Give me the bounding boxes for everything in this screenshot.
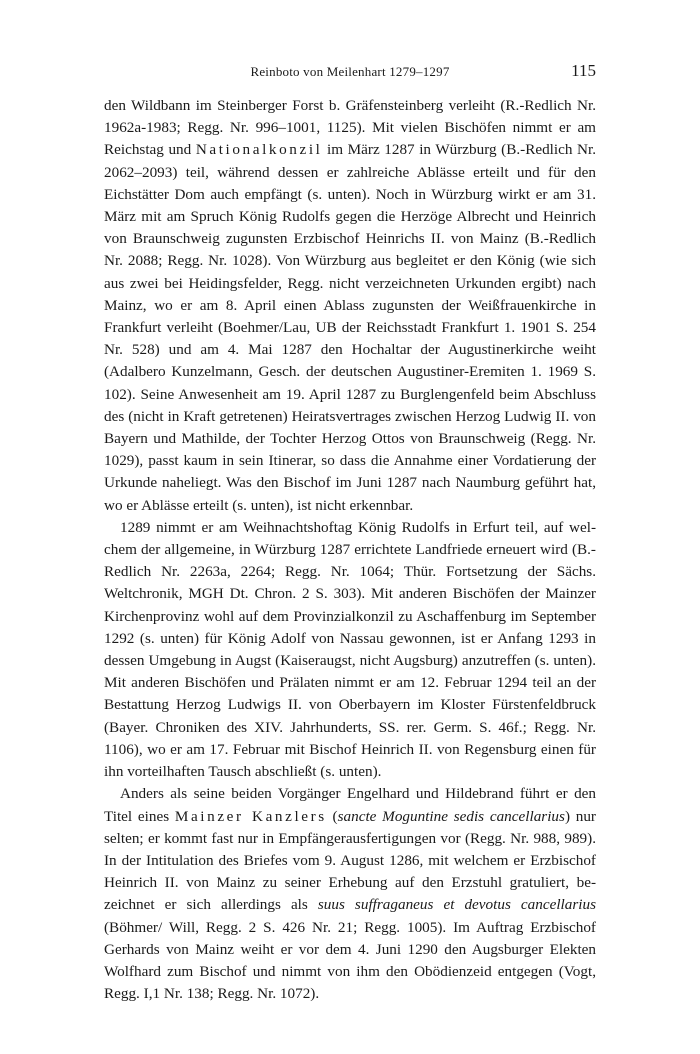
latin-self-designation: suus suffraganeus et devotus cancellarius [317, 896, 596, 914]
paragraph-1-text-b: im März 1287 in Würzburg (B.-Redlich Nr. 2062–2093) teil, während dessen er zahlreiche Ablässe erteilt und für den Eichstätter Dom auch empfängt (s. unten). Noch in Würzburg wirkt er am 31. März mit am Spruch König Rudolfs gegen die Herzöge Albrecht und Heinrich von Braunschweig zugunsten Erzbischof Heinrichs II. von Mainz (B.-Redlich Nr. 2088; Regg. Nr. 1028). Von Würzburg aus begleitet er den König (wie sich aus zwei bei Heidingsfelder, Regg. nicht verzeichneten Urkunden ergibt) nach Mainz, wo er am 8. April einen Ablass zugunsten der Weißfrauenkirche in Frankfurt verleiht (Boehmer/Lau, UB der Reichsstadt Frankfurt 1. 1901 S. 254 Nr. 528) und am 4. Mai 1287 den Hochaltar der Augustinerkirche weiht (Adalbero Kunzelmann, Gesch. der deutschen Augustiner-Eremiten 1. 1969 S. 102). Seine Anwesenheit am 19. April 1287 zu Burglengenfeld beim Abschluss des (nicht in Kraft getretenen) Heiratsvertrages zwischen Herzog Ludwig II. von Bayern und Mathilde, der Tochter Herzog Ottos von Braunschweig (Regg. Nr. 1029), passt kaum in sein Itinerar, so dass die Annahme einer Vordatierung der Urkunde naheliegt. Was den Bischof im Juni 1287 nach Naumburg geführt hat, wo er Ablässe erteilt (s. unten), ist nicht erkennbar. [104, 141, 597, 514]
paragraph-2: 1289 nimmt er am Weihnachtshoftag König Rudolfs in Erfurt teil, auf welchem der allgemeine, in Würzburg 1287 errichtete Landfriede erneuert wird (B.-Redlich Nr. 2263a, 2264; Regg. Nr. 1064; Thür. Fortsetzung der Sächs. Weltchronik, MGH Dt. Chron. 2 S. 303). Mit anderen Bischöfen der Mainzer Kirchenprovinz wohl auf dem Provinzialkonzil zu Aschaffenburg im September 1292 (s. unten) für König Adolf von Nassau gewonnen, ist er Anfang 1293 in dessen Umgebung in Augst (Kaiseraugst, nicht Augsburg) anzutreffen (s. unten). Mit anderen Bischöfen und Prälaten nimmt er am 12. Februar 1294 teil an der Bestattung Herzog Ludwigs II. von Oberbayern im Kloster Fürstenfeldbruck (Bayer. Chroniken des XIV. Jahrhunderts, SS. rer. Germ. S. 46f.; Regg. Nr. 1106), wo er am 17. Februar mit Bischof Heinrich II. von Regensburg einen für ihn vorteilhaften Tausch abschließt (s. unten). [104, 518, 596, 781]
page-header [104, 60, 596, 82]
paragraph-3 [104, 783, 596, 1005]
spaced-term-nationalkonzil: Nationalkonzil [195, 141, 323, 159]
body-text [104, 95, 596, 1005]
paragraph-3-text-c: ) nur selten; er kommt fast nur in Empfängerausfertigungen vor (Regg. Nr. 988, 989). In der Intitulation des Briefes vom 9. August 1286, mit welchem er Erzbischof Heinrich II. von Mainz zu seiner Erhebung auf den Erzstuhl gratuliert, bezeichnet er sich allerdings als [104, 807, 596, 914]
paragraph-3-text-a: Anders als seine beiden Vorgänger Engelhard und Hildebrand führt er den Titel eines [104, 785, 596, 825]
page-number: 115 [571, 61, 596, 80]
latin-title-cancellarius: sancte Moguntine sedis cancellarius [337, 807, 565, 825]
spaced-term-mainzer-kanzlers: Mainzer Kanzlers [174, 807, 327, 825]
paragraph-1-text-a: den Wildbann im Steinberger Forst b. Gräfensteinberg verleiht (R.-Redlich Nr. 1962a-1983; Regg. Nr. 996–1001, 1125). Mit vielen Bischöfen nimmt er am Reichstag und [104, 97, 596, 159]
paragraph-3-text-d: (Böhmer/ Will, Regg. 2 S. 426 Nr. 21; Regg. 1005). Im Auftrag Erzbischof Gerhards von Mainz weiht er vor dem 4. Juni 1290 den Augsburger Elekten Wolfhard zum Bischof und nimmt von ihm den Obödienzeid entgegen (Vogt, Regg. I,1 Nr. 138; Regg. Nr. 1072). [104, 918, 596, 1003]
paragraph-3-text-b: ( [326, 807, 338, 825]
running-head: Reinboto von Meilenhart 1279–1297 [250, 64, 450, 79]
paragraph-1 [104, 95, 596, 517]
